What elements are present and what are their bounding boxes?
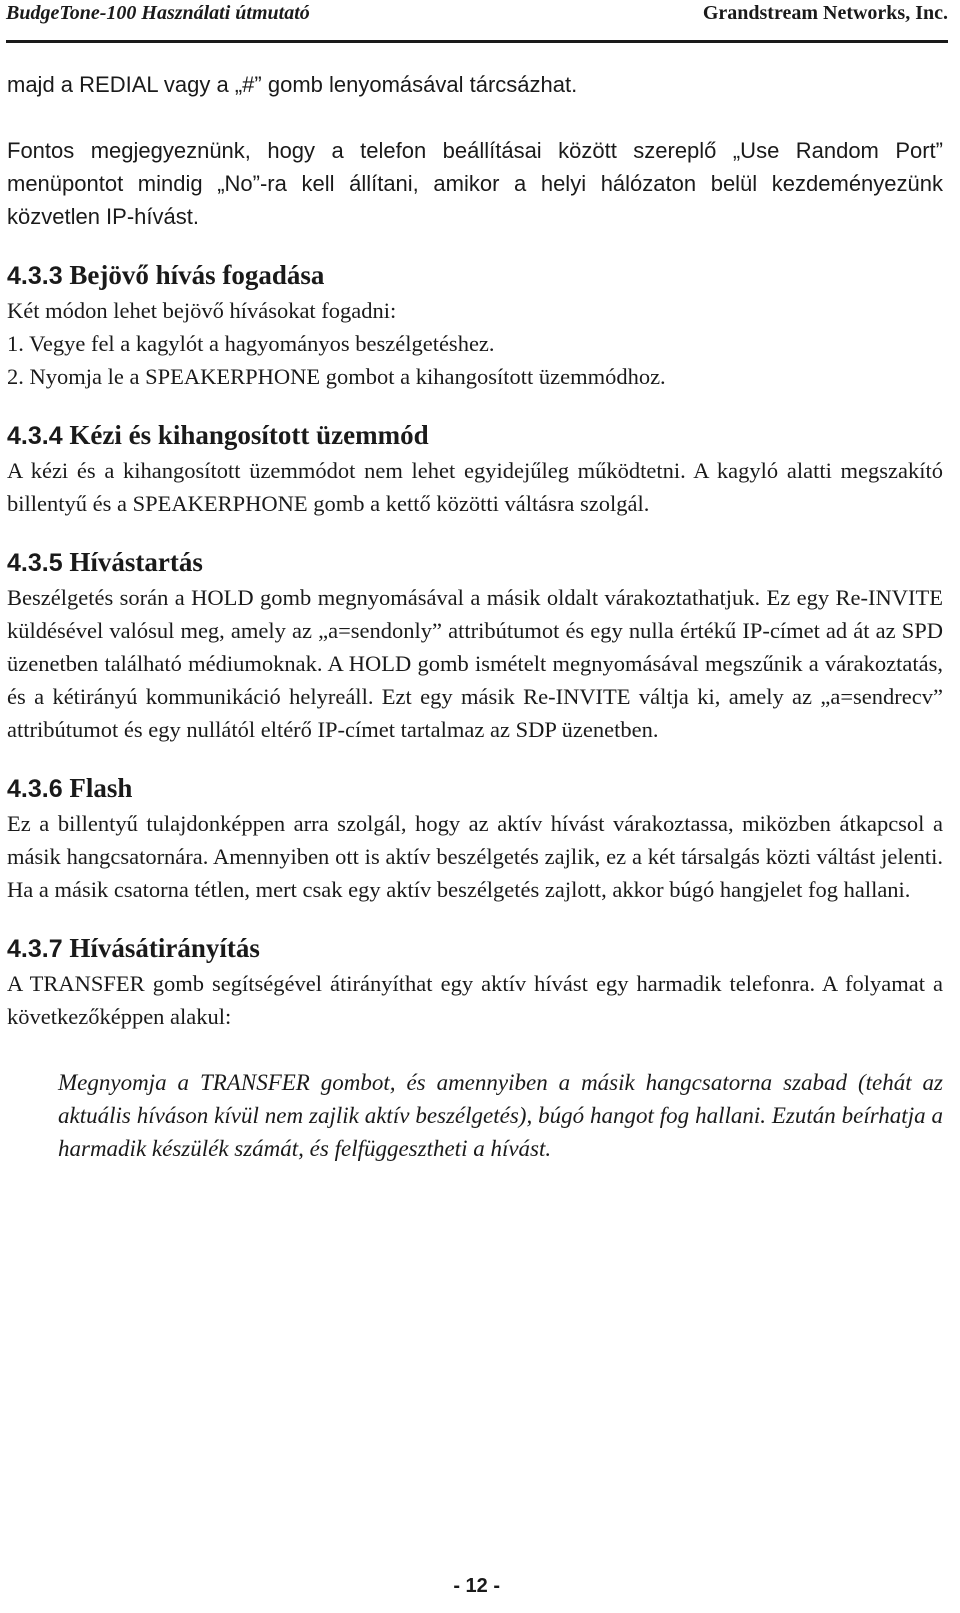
section-title: Hívástartás bbox=[69, 547, 203, 577]
page-header bbox=[6, 0, 948, 43]
page-content bbox=[7, 68, 943, 1165]
section-heading-4-3-7 bbox=[7, 930, 943, 967]
list-item: 2. Nyomja le a SPEAKERPHONE gombot a kihangosított üzemmódhoz. bbox=[7, 364, 666, 389]
intro-line: majd a REDIAL vagy a „#” gomb lenyomásával tárcsázhat. bbox=[7, 72, 578, 97]
section-body: Ez a billentyű tulajdonképpen arra szolgál, hogy az aktív hívást várakoztassa, miközben átkapcsol a másik hangcsatornára. Amennyiben ott is aktív beszélgetés zajlik, ez a két társalgás közti váltást jelenti. Ha a másik csatorna tétlen, mert csak egy aktív beszélgetés zajlott, akkor búgó hangjelet fog hallani. bbox=[7, 811, 943, 902]
section-heading-4-3-3 bbox=[7, 257, 943, 294]
section-body: A kézi és a kihangosított üzemmódot nem lehet egyidejűleg működtetni. A kagyló alatti megszakító billentyű és a SPEAKERPHONE gomb a kettő közötti váltásra szolgál. bbox=[7, 458, 943, 516]
section-number: 4.3.7 bbox=[7, 935, 63, 963]
section-body: A TRANSFER gomb segítségével átirányíthat egy aktív hívást egy harmadik telefonra. A folyamat a következőképpen alakul: bbox=[7, 971, 943, 1029]
list-item: 1. Vegye fel a kagylót a hagyományos beszélgetéshez. bbox=[7, 331, 495, 356]
section-body: Beszélgetés során a HOLD gomb megnyomásával a másik oldalt várakoztathatjuk. Ez egy Re-INVITE küldésével valósul meg, amely az „a=sendonly” attribútumot és egy nulla értékű IP-címet ad át az SPD üzenetben található médiumoknak. A HOLD gomb ismételt megnyomásával megszűnik a várakoztatás, és a kétirányú kommunikáció helyreáll. Ezt egy másik Re-INVITE váltja ki, amely az „a=sendrecv” attribútumot és egy nullától eltérő IP-címet tartalmaz az SDP üzenetben. bbox=[7, 585, 943, 742]
section-number: 4.3.5 bbox=[7, 549, 63, 577]
section-line: Két módon lehet bejövő hívásokat fogadni: bbox=[7, 298, 397, 323]
section-heading-4-3-6 bbox=[7, 770, 943, 807]
section-title: Hívásátirányítás bbox=[69, 933, 260, 963]
procedure-quote: Megnyomja a TRANSFER gombot, és amennyiben a másik hangcsatorna szabad (tehát az aktuális híváson kívül nem zajlik aktív beszélgetés), búgó hangot fog hallani. Ezután beírhatja a harmadik készülék számát, és felfüggesztheti a hívást. bbox=[58, 1070, 943, 1161]
page-number: - 12 - bbox=[453, 1575, 500, 1597]
section-heading-4-3-4 bbox=[7, 417, 943, 454]
section-title: Kézi és kihangosított üzemmód bbox=[69, 420, 429, 450]
section-number: 4.3.4 bbox=[7, 422, 63, 450]
section-title: Flash bbox=[69, 773, 133, 803]
intro-paragraph: Fontos megjegyeznünk, hogy a telefon beállításai között szereplő „Use Random Port” menüpontot mindig „No”-ra kell állítani, amikor a helyi hálózaton belül kezdeményezünk közvetlen IP-hívást. bbox=[7, 138, 943, 229]
section-title: Bejövő hívás fogadása bbox=[69, 260, 325, 290]
section-heading-4-3-5 bbox=[7, 544, 943, 581]
section-number: 4.3.3 bbox=[7, 262, 63, 290]
section-number: 4.3.6 bbox=[7, 775, 63, 803]
header-company-name: Grandstream Networks, Inc. bbox=[702, 2, 948, 24]
header-document-title: BudgeTone-100 Használati útmutató bbox=[6, 2, 310, 24]
